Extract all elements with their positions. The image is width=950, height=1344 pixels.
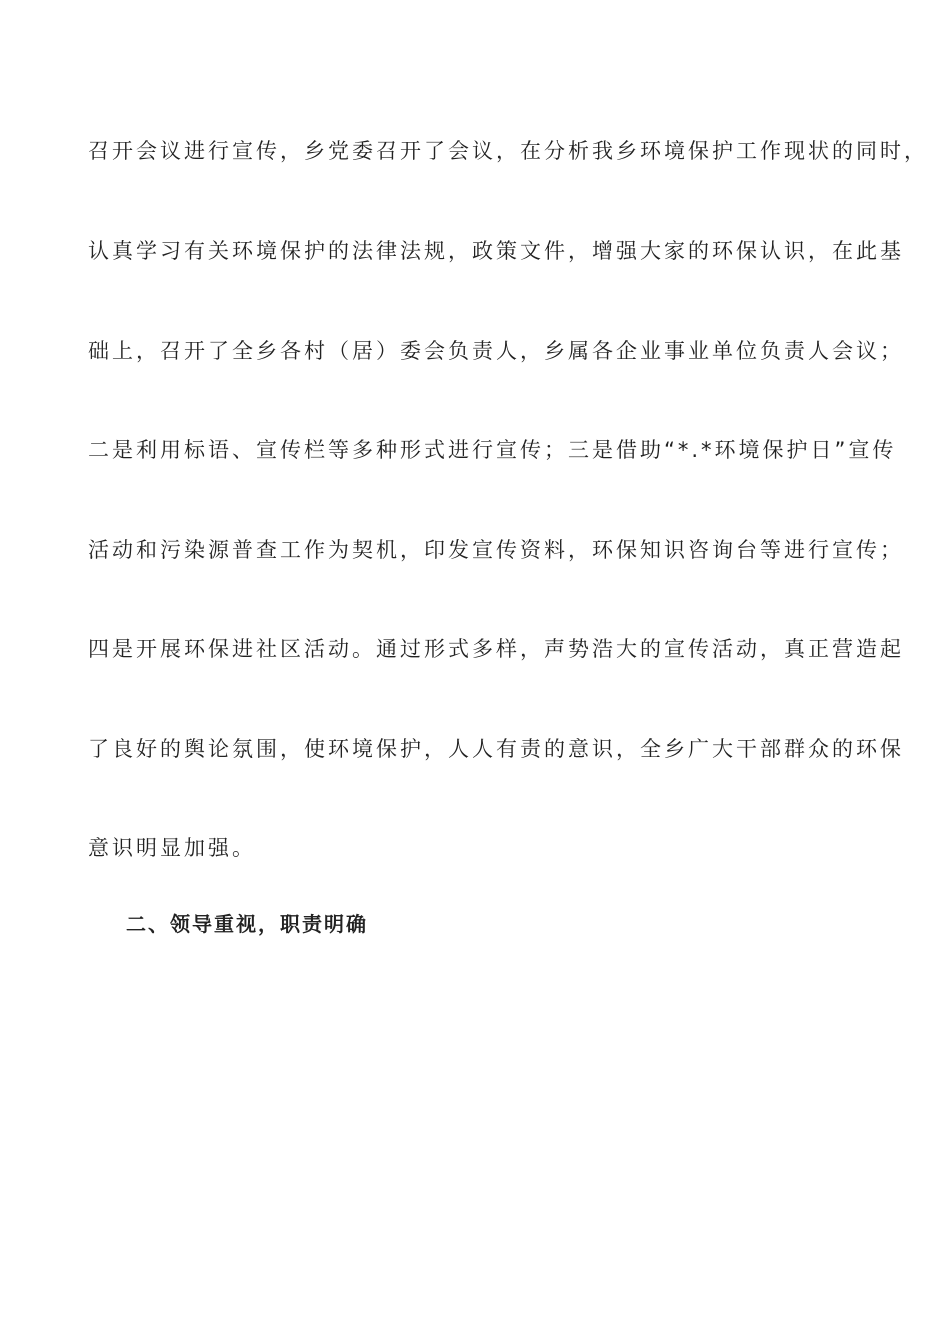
paragraph-line-6: 四是开展环保进社区活动。通过形式多样，声势浩大的宣传活动，真正营造起 bbox=[88, 637, 904, 661]
paragraph-line-3: 础上，召开了全乡各村（居）委会负责人，乡属各企业事业单位负责人会议； bbox=[88, 339, 904, 363]
paragraph-line-5: 活动和污染源普查工作为契机，印发宣传资料，环保知识咨询台等进行宣传； bbox=[88, 538, 904, 562]
paragraph-line-4: 二是利用标语、宣传栏等多种形式进行宣传；三是借助“*.*环境保护日”宣传 bbox=[88, 438, 897, 462]
paragraph-line-2: 认真学习有关环境保护的法律法规，政策文件，增强大家的环保认识，在此基 bbox=[88, 239, 904, 263]
paragraph-line-8: 意识明显加强。 bbox=[88, 836, 256, 860]
paragraph-line-7: 了良好的舆论氛围，使环境保护，人人有责的意识，全乡广大干部群众的环保 bbox=[88, 737, 904, 761]
paragraph-line-1: 召开会议进行宣传，乡党委召开了会议，在分析我乡环境保护工作现状的同时， bbox=[88, 139, 928, 163]
section-heading: 二、领导重视，职责明确 bbox=[126, 912, 368, 936]
